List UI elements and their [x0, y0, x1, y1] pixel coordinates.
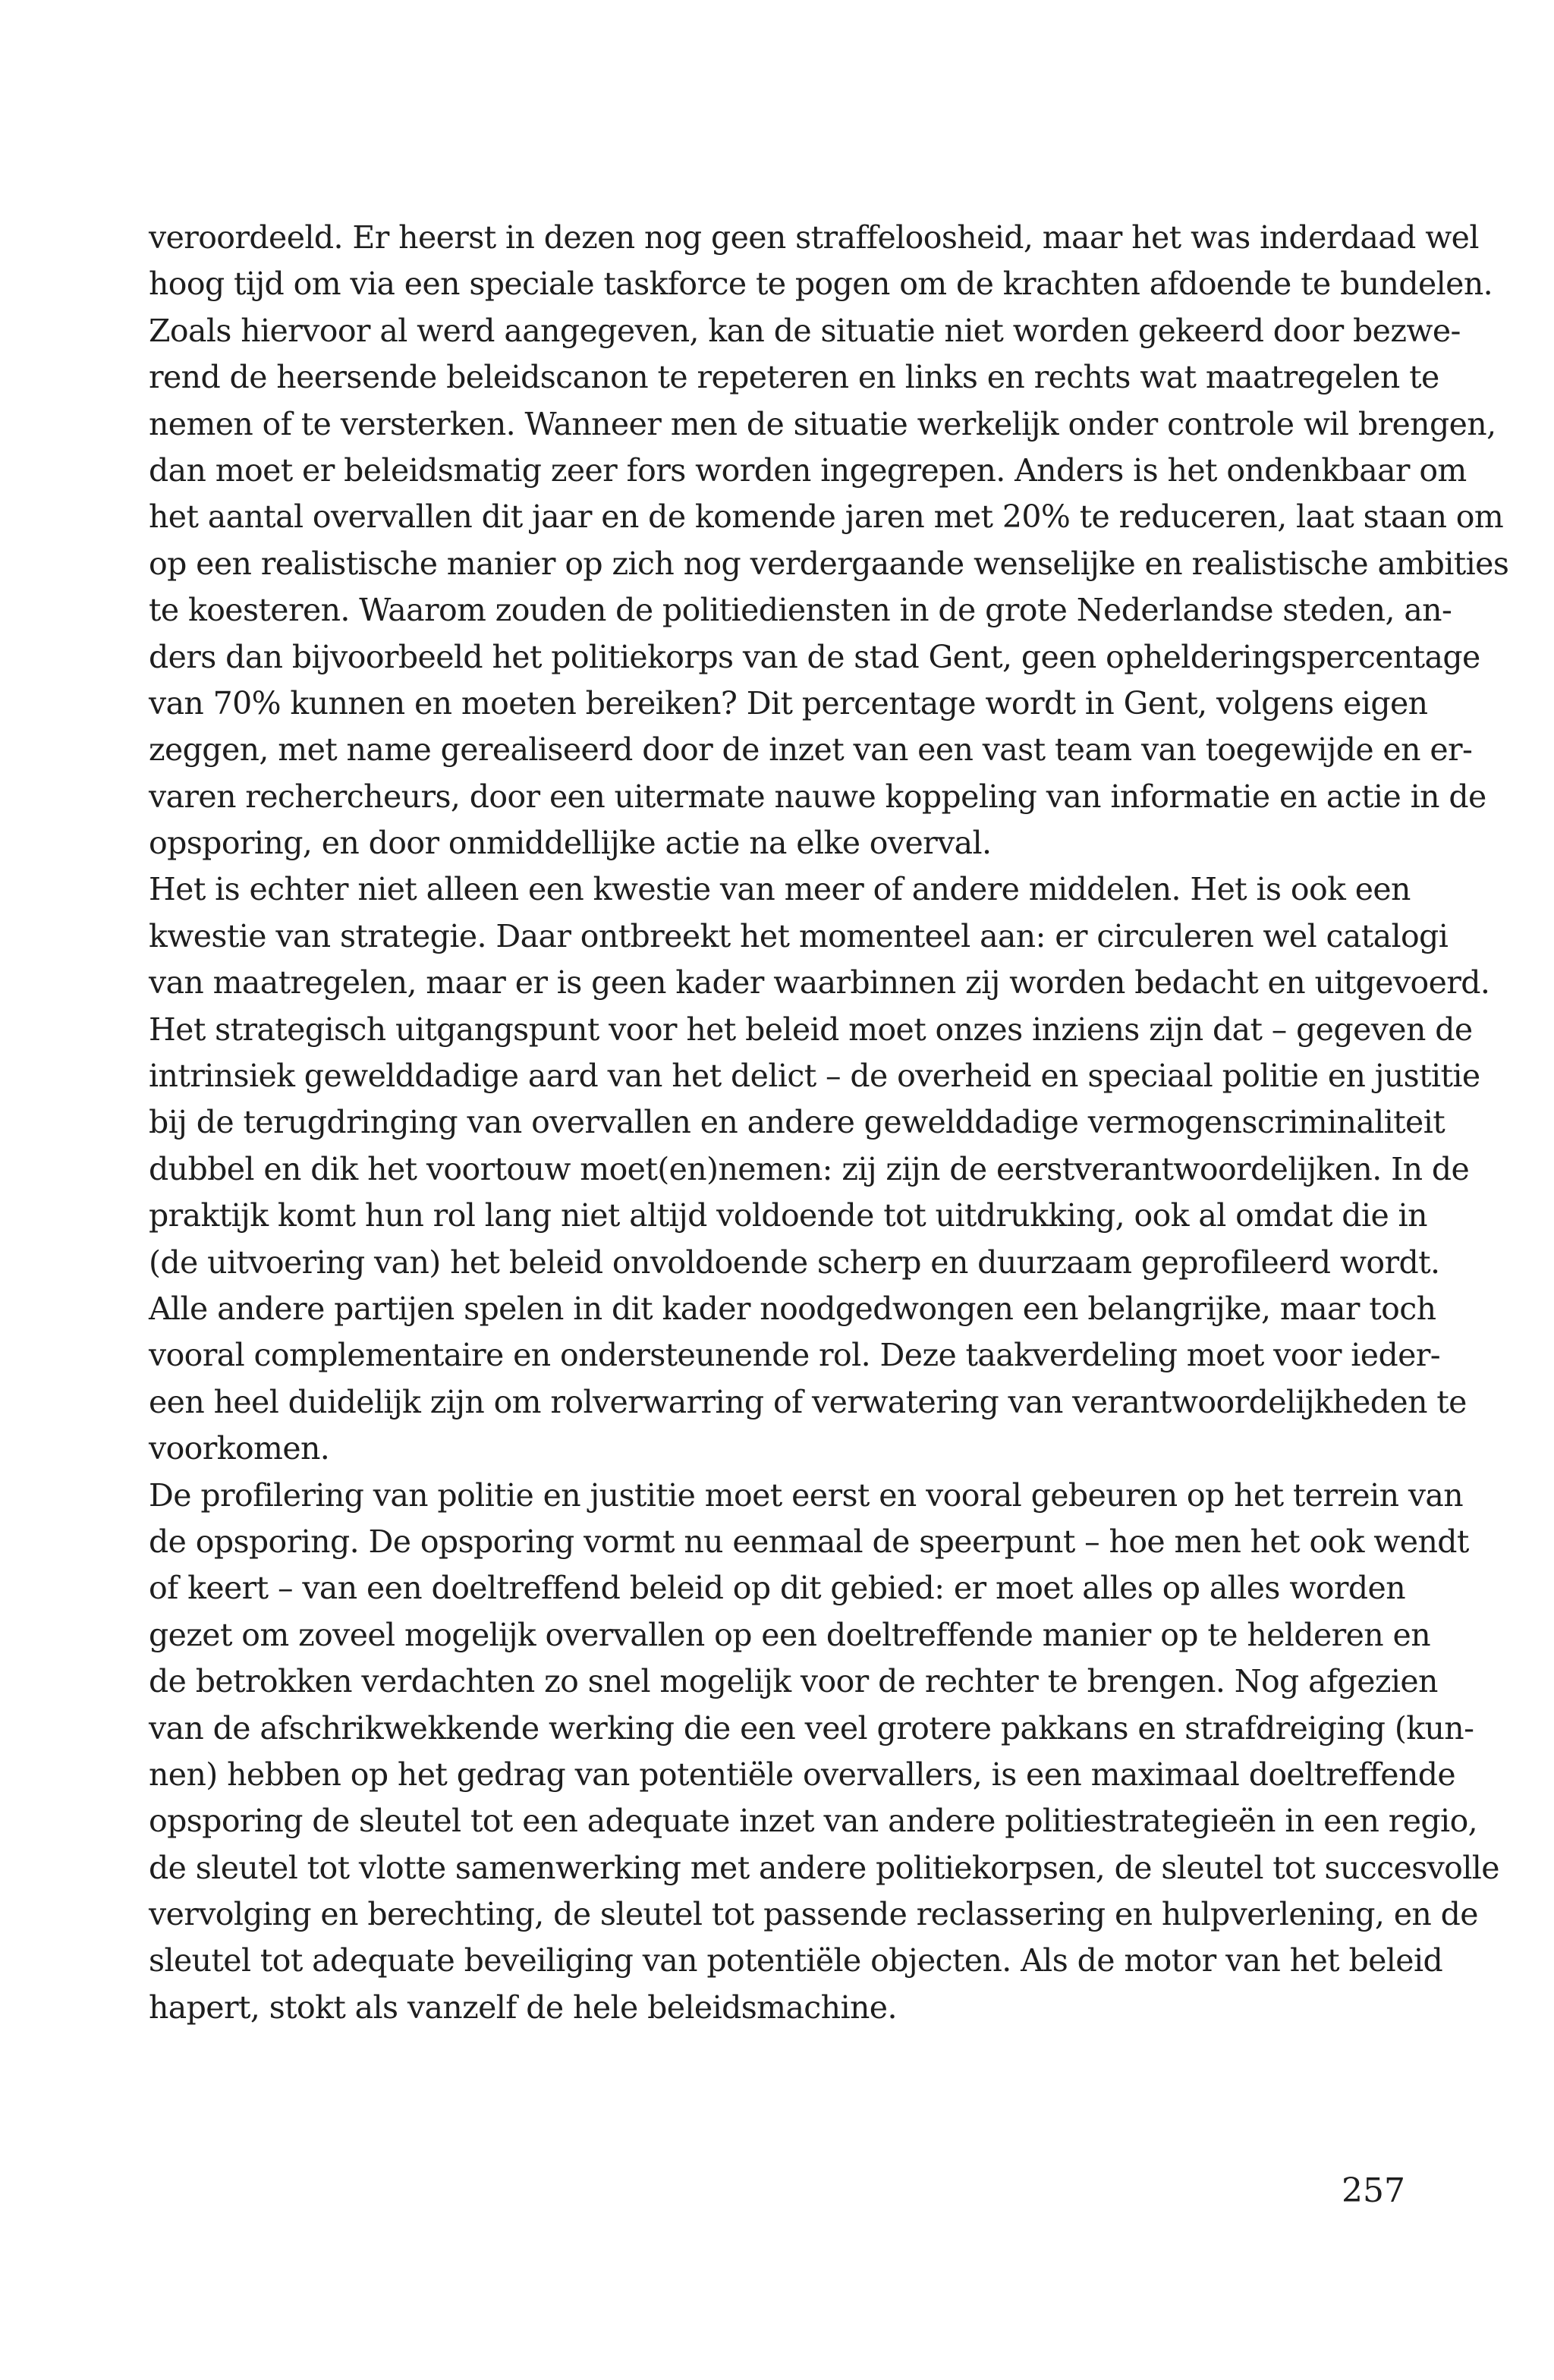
- text-line: dan moet er beleidsmatig zeer fors worden ingegrepen. Anders is het ondenkbaar om: [149, 451, 1467, 489]
- text-line: van 70% kunnen en moeten bereiken? Dit percentage wordt in Gent, volgens eigen: [149, 684, 1428, 722]
- text-line: of keert – van een doeltreffend beleid op dit gebied: er moet alles op alles worden: [149, 1570, 1405, 1607]
- text-line: varen rechercheurs, door een uitermate nauwe koppeling van informatie en actie in de: [149, 778, 1486, 815]
- text-line: de opsporing. De opsporing vormt nu eenmaal de speerpunt – hoe men het ook wendt: [149, 1523, 1469, 1560]
- text-line: intrinsiek gewelddadige aard van het delict – de overheid en speciaal politie en justitie: [149, 1058, 1480, 1095]
- text-line: vervolging en berechting, de sleutel tot passende reclassering en hulpverlening, en de: [149, 1896, 1478, 1933]
- text-line: van maatregelen, maar er is geen kader waarbinnen zij worden bedacht en uitgevoerd.: [149, 964, 1490, 1001]
- text-line: te koesteren. Waarom zouden de politiediensten in de grote Nederlandse steden, an-: [149, 592, 1452, 629]
- text-line: Alle andere partijen spelen in dit kader noodgedwongen een belangrijke, maar toch: [149, 1290, 1436, 1327]
- text-line: opsporing de sleutel tot een adequate inzet van andere politiestrategieën in een regio,: [149, 1803, 1478, 1840]
- text-line: gezet om zoveel mogelijk overvallen op een doeltreffende manier op te helderen en: [149, 1616, 1430, 1653]
- text-line: zeggen, met name gerealiseerd door de inzet van een vast team van toegewijde en er-: [149, 731, 1473, 769]
- text-line: op een realistische manier op zich nog verdergaande wenselijke en realistische ambities: [149, 545, 1509, 582]
- text-line: vooral complementaire en ondersteunende rol. Deze taakverdeling moet voor ieder-: [149, 1337, 1441, 1374]
- page-number: 257: [1342, 2171, 1405, 2210]
- text-line: De profilering van politie en justitie moet eerst en vooral gebeuren op het terrein van: [149, 1476, 1464, 1514]
- text-line: de sleutel tot vlotte samenwerking met andere politiekorpsen, de sleutel tot succesvolle: [149, 1849, 1499, 1886]
- text-line: dubbel en dik het voortouw moet(en)nemen: zij zijn de eerstverantwoordelijken. In de: [149, 1150, 1470, 1187]
- text-line: Het is echter niet alleen een kwestie van meer of andere middelen. Het is ook een: [149, 871, 1411, 908]
- body-text: [149, 215, 1509, 2031]
- text-line: praktijk komt hun rol lang niet altijd voldoende tot uitdrukking, ook al omdat die in: [149, 1197, 1427, 1234]
- text-line: de betrokken verdachten zo snel mogelijk voor de rechter te brengen. Nog afgezien: [149, 1663, 1438, 1700]
- text-line: sleutel tot adequate beveiliging van potentiële objecten. Als de motor van het beleid: [149, 1942, 1443, 1979]
- text-line: (de uitvoering van) het beleid onvoldoende scherp en duurzaam geprofileerd wordt.: [149, 1243, 1440, 1281]
- text-line: hoog tijd om via een speciale taskforce te pogen om de krachten afdoende te bundelen.: [149, 266, 1493, 303]
- text-line: veroordeeld. Er heerst in dezen nog geen straffeloosheid, maar het was inderdaad wel: [149, 219, 1479, 256]
- text-line: nen) hebben op het gedrag van potentiële overvallers, is een maximaal doeltreffende: [149, 1756, 1456, 1793]
- text-line: ders dan bijvoorbeeld het politiekorps van de stad Gent, geen ophelderingspercentage: [149, 638, 1480, 675]
- text-line: nemen of te versterken. Wanneer men de situatie werkelijk onder controle wil brengen,: [149, 405, 1496, 442]
- text-line: hapert, stokt als vanzelf de hele beleidsmachine.: [149, 1989, 897, 2026]
- text-line: voorkomen.: [149, 1430, 330, 1467]
- text-line: een heel duidelijk zijn om rolverwarring of verwatering van verantwoordelijkheden te: [149, 1383, 1467, 1420]
- text-line: van de afschrikwekkende werking die een veel grotere pakkans en strafdreiging (kun-: [149, 1709, 1474, 1746]
- text-line: rend de heersende beleidscanon te repeteren en links en rechts wat maatregelen te: [149, 359, 1439, 396]
- text-line: opsporing, en door onmiddellijke actie na elke overval.: [149, 825, 992, 862]
- text-line: Zoals hiervoor al werd aangegeven, kan de situatie niet worden gekeerd door bezwe-: [149, 312, 1461, 349]
- text-line: Het strategisch uitgangspunt voor het beleid moet onzes inziens zijn dat – gegeven de: [149, 1011, 1473, 1048]
- text-line: het aantal overvallen dit jaar en de komende jaren met 20% te reduceren, laat staan om: [149, 498, 1504, 536]
- text-line: kwestie van strategie. Daar ontbreekt het momenteel aan: er circuleren wel catalogi: [149, 917, 1449, 954]
- text-line: bij de terugdringing van overvallen en andere gewelddadige vermogenscriminaliteit: [149, 1104, 1445, 1141]
